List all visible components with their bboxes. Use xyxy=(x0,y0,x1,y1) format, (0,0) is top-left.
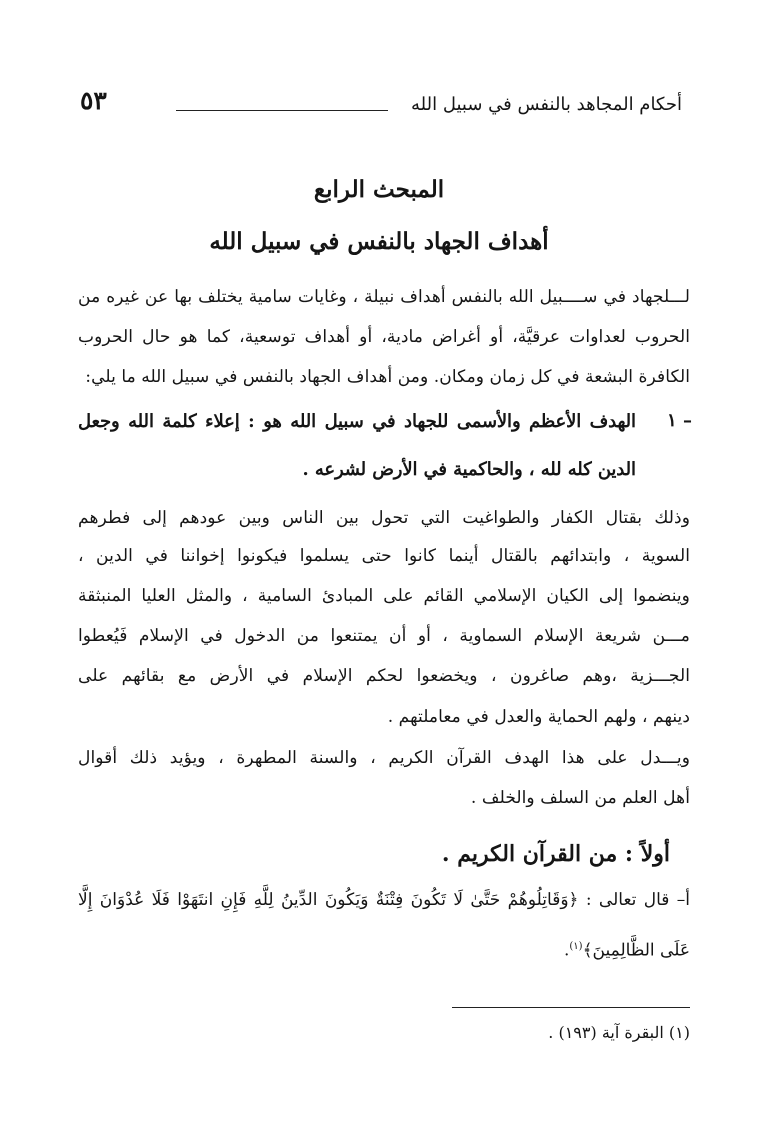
header-rule xyxy=(176,110,388,111)
footnote-mark: (١) xyxy=(569,941,583,952)
intro-line: لـــلجهاد في ســــبيل الله بالنفس أهداف نبيلة ، وغايات سامية يختلف بها عن غيره من xyxy=(78,287,690,307)
subheading: أولاً : من القرآن الكريم . xyxy=(441,841,670,867)
explanation-line: وذلك بقتال الكفار والطواغيت التي تحول بين الناس وبين عودهم إلى فطرهم xyxy=(78,508,690,528)
page-number: ٥٣ xyxy=(80,86,107,115)
item-line: الدين كله لله ، والحاكمية في الأرض لشرعه . xyxy=(302,459,636,480)
intro-line: الحروب لعداوات عرقيَّة، أو أغراض مادية، أو أهداف توسعية، كما هو حال الحروب xyxy=(78,327,690,347)
verse-line xyxy=(78,935,690,963)
explanation-line: مـــن شريعة الإسلام السماوية ، أو أن يمتنعوا من الدخول في الإسلام فَيُعطوا xyxy=(78,626,690,646)
evidence-line: أهل العلم من السلف والخلف . xyxy=(470,788,690,808)
explanation-line: الجـــزية ،وهم صاغرون ، ويخضعوا لحكم الإسلام في الأرض مع بقائهم على xyxy=(78,666,690,686)
intro-line: الكافرة البشعة في كل زمان ومكان. ومن أهداف الجهاد بالنفس في سبيل الله ما يلي: xyxy=(85,367,690,387)
section-heading: المبحث الرابع xyxy=(313,176,445,203)
item-number: ١ – xyxy=(667,410,692,431)
footnote-rule xyxy=(452,1007,690,1008)
verse-end: . xyxy=(563,940,570,961)
item-line: الهدف الأعظم والأسمى للجهاد في سبيل الله هو : إعلاء كلمة الله وجعل xyxy=(78,411,636,432)
explanation-line: وينضموا إلى الكيان الإسلامي القائم على المبادئ السامية ، والمثل العليا المنبثقة xyxy=(78,586,690,606)
running-header xyxy=(80,86,682,126)
explanation-line: السوية ، وابتدائهم بالقتال أينما كانوا حتى يسلموا فيكونوا إخواننا في الدين ، xyxy=(78,546,690,566)
explanation-line: دينهم ، ولهم الحماية والعدل في معاملتهم . xyxy=(387,707,690,727)
running-title: أحكام المجاهد بالنفس في سبيل الله xyxy=(411,94,682,115)
footnote: (١) البقرة آية (١٩٣) . xyxy=(548,1023,690,1042)
section-title: أهداف الجهاد بالنفس في سبيل الله xyxy=(209,228,549,255)
verse-text: عَلَى الظَّالِمِينَ﴾ xyxy=(582,940,690,961)
evidence-line: ويـــدل على هذا الهدف القرآن الكريم ، والسنة المطهرة ، ويؤيد ذلك أقوال xyxy=(78,748,690,768)
verse-line: أ– قال تعالى : ﴿وَقَاتِلُوهُمْ حَتَّىٰ لَا تَكُونَ فِتْنَةٌ وَيَكُونَ الدِّينُ لِلَّهِ فَإِنِ انتَهَوْا فَلَا عُدْوَانَ إِلَّا xyxy=(78,890,690,910)
